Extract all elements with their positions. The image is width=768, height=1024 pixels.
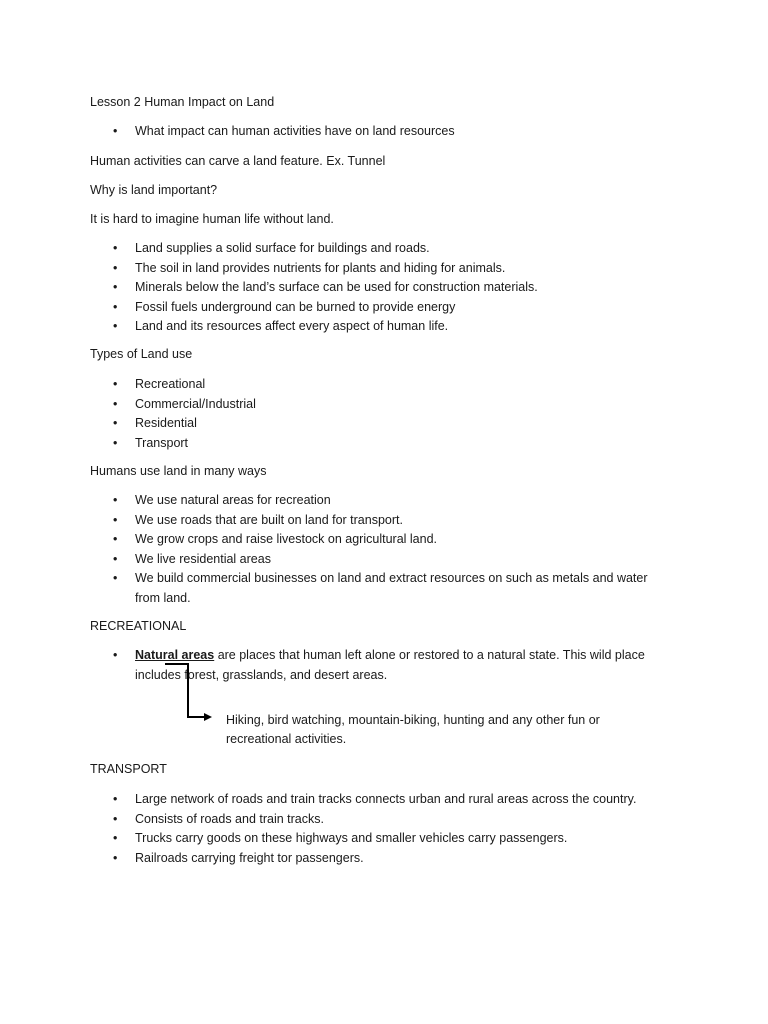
connector-arrow-icon <box>160 660 220 725</box>
bullet-icon: • <box>113 299 118 314</box>
bullet-icon: • <box>113 241 118 255</box>
bullet-icon: • <box>113 435 118 450</box>
bullet-icon: • <box>113 850 118 865</box>
bullet-icon: • <box>113 811 118 826</box>
natural-areas-description: are places that human left alone or restored to a natural state. This wild place includes forest, grasslands, and desert areas. <box>135 648 645 682</box>
bullet-icon: • <box>113 493 118 507</box>
bullet-icon: • <box>113 532 118 546</box>
bullet-icon: • <box>113 648 118 662</box>
why-heading: Why is land important? <box>90 183 218 197</box>
hard-line: It is hard to imagine human life without land. <box>90 212 334 226</box>
list-item: • Land and its resources affect every aspect of human life. <box>90 317 670 337</box>
list-item: • Recreational <box>90 375 670 395</box>
carve-line: Human activities can carve a land feature. Ex. Tunnel <box>90 154 386 168</box>
list-item: • We build commercial businesses on land and extract resources on such as metals and water from land. <box>113 571 648 605</box>
list-item: • Trucks carry goods on these highways and smaller vehicles carry passengers. <box>90 829 670 849</box>
arrow-note: Hiking, bird watching, mountain-biking, hunting and any other fun or recreational activities. <box>226 713 600 746</box>
list-item: • Large network of roads and train tracks connects urban and rural areas across the country. <box>90 790 670 810</box>
ways-heading: Humans use land in many ways <box>90 464 267 478</box>
list-item: • We grow crops and raise livestock on agricultural land. <box>90 530 670 550</box>
types-heading: Types of Land use <box>90 347 193 361</box>
bullet-icon: • <box>113 831 118 845</box>
list-item: • Land supplies a solid surface for buildings and roads. <box>90 239 670 259</box>
list-item: • Residential <box>90 414 670 434</box>
bullet-icon: • <box>113 512 118 527</box>
lesson-title: Lesson 2 Human Impact on Land <box>90 95 275 109</box>
list-item: • Fossil fuels underground can be burned to provide energy <box>90 298 670 318</box>
bullet-icon: • <box>113 319 118 333</box>
recreational-heading: RECREATIONAL <box>90 619 187 633</box>
list-item: • We use roads that are built on land for transport. <box>90 511 670 531</box>
list-item: • Minerals below the land’s surface can be used for construction materials. <box>90 278 670 298</box>
bullet-icon: • <box>113 280 118 294</box>
types-list <box>90 375 670 453</box>
list-item: • Railroads carrying freight tor passengers. <box>90 849 670 869</box>
transport-list <box>90 790 670 868</box>
natural-areas-term: Natural areas <box>135 648 215 662</box>
list-item: • What impact can human activities have on land resources <box>90 122 670 142</box>
ways-list <box>90 491 670 608</box>
bullet-icon: • <box>113 396 118 411</box>
list-item: • Commercial/Industrial <box>90 395 670 415</box>
transport-heading: TRANSPORT <box>90 762 167 776</box>
bullet-icon: • <box>113 792 118 806</box>
bullet-icon: • <box>113 416 118 430</box>
list-item: • We use natural areas for recreation <box>90 491 670 511</box>
bullet-icon: • <box>113 551 118 566</box>
bullet-icon: • <box>113 260 118 275</box>
bullet-icon: • <box>113 124 118 138</box>
list-item: • Consists of roads and train tracks. <box>90 810 670 830</box>
list-item: • The soil in land provides nutrients for plants and hiding for animals. <box>90 259 670 279</box>
list-item: • Transport <box>90 434 670 454</box>
importance-list <box>90 239 670 337</box>
question-list <box>90 122 670 142</box>
bullet-icon: • <box>113 571 118 585</box>
list-item: • We live residential areas <box>90 550 670 570</box>
bullet-icon: • <box>113 377 118 391</box>
